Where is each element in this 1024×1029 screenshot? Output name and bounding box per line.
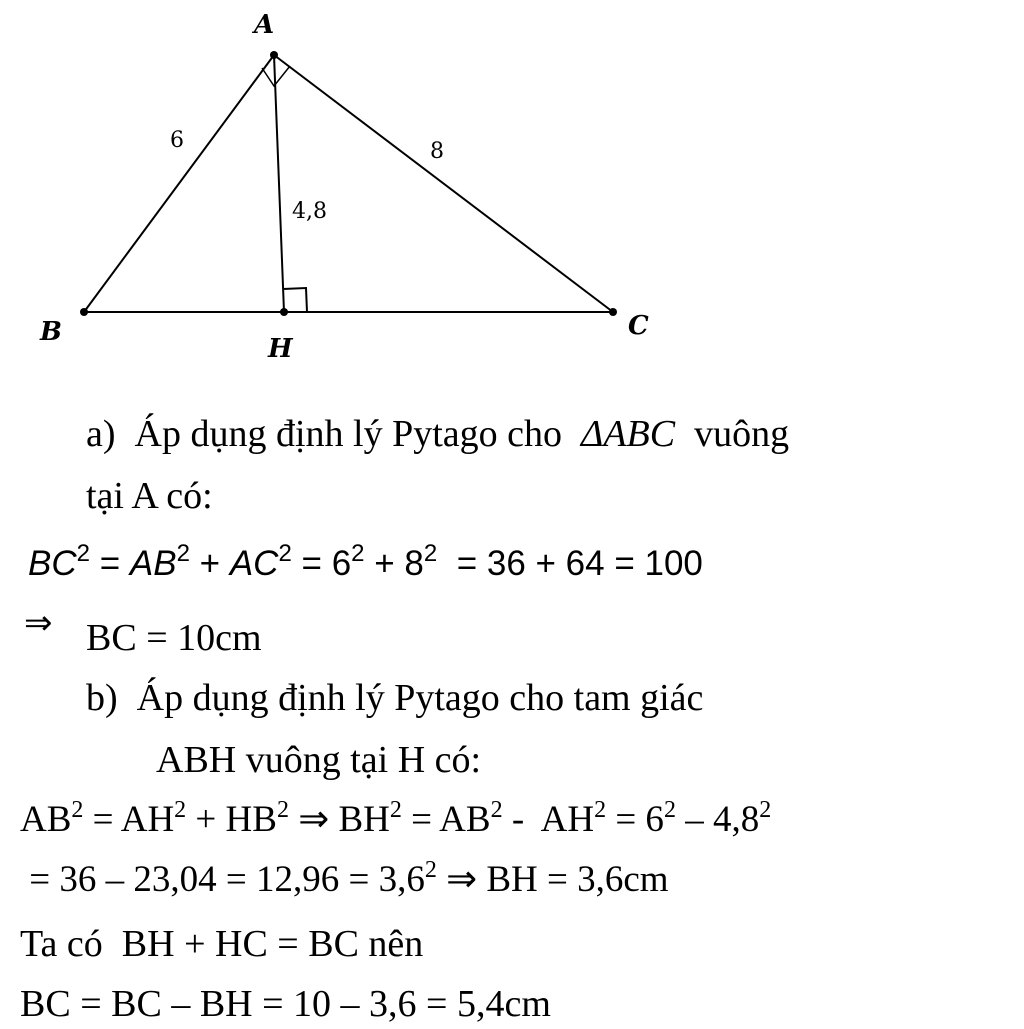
eq-bc-exp: 2 — [76, 540, 90, 567]
label-b: B — [40, 317, 62, 347]
eq-ab-exp: 2 — [176, 540, 190, 567]
eq-rest2: + 8 — [364, 544, 424, 583]
length-ah: 4,8 — [292, 199, 327, 224]
eq-sign: = — [89, 544, 130, 583]
eq-exp8: 2 — [423, 540, 438, 567]
length-ac: 8 — [430, 139, 444, 164]
part-a-label: a) — [86, 413, 116, 455]
part-b-equation2: = $36 - 23,04 = 12,96 = 3,6^2$ ⇒ BH = 3,6cm — [20, 857, 669, 900]
label-c: C — [628, 311, 649, 341]
eq-bc: BC — [28, 544, 77, 583]
triangle-abc: ΔABC — [581, 413, 676, 455]
eq-rest3: = 36 + 64 = 100 — [437, 544, 703, 583]
side-ac — [274, 55, 613, 312]
label-h: H — [268, 334, 293, 364]
right-angle-mark-a — [262, 66, 290, 86]
part-a-line2: tại A có: — [86, 475, 213, 517]
part-b-line2: ABH vuông tại H có: — [156, 739, 482, 781]
part-b-text: Áp dụng định lý Pytago cho tam giác — [136, 677, 704, 719]
triangle-figure — [0, 0, 1024, 380]
length-ab: 6 — [170, 128, 184, 153]
part-a-vuong: vuông — [694, 413, 790, 455]
eq-ac: AC — [229, 544, 279, 583]
side-ab — [84, 55, 274, 312]
part-b-line3: Ta có BH + HC = BC nên — [20, 923, 424, 965]
eq-rest1: = 6 — [291, 544, 352, 583]
point-c — [609, 308, 617, 316]
eq-plus: + — [189, 544, 230, 583]
part-b-line4: BC = BC – BH = 10 – 3,6 = 5,4cm — [20, 983, 551, 1025]
implies-arrow: ⇒ — [24, 605, 53, 642]
part-a-line1 — [86, 412, 789, 456]
label-a: A — [254, 10, 275, 40]
altitude-ah — [274, 55, 284, 312]
right-angle-mark-h — [283, 288, 307, 312]
eq-ab: AB — [129, 544, 177, 583]
eq-ac-exp: 2 — [278, 540, 292, 567]
part-b-label: b) — [86, 677, 118, 719]
part-a-result: BC = 10cm — [86, 617, 262, 659]
eq-exp6: 2 — [351, 540, 365, 567]
point-b — [80, 308, 88, 316]
point-h — [280, 308, 288, 316]
part-a-text: Áp dụng định lý Pytago cho — [134, 413, 563, 455]
part-a-equation — [28, 542, 703, 586]
point-a — [270, 51, 278, 59]
part-b-equation1: $AB^2 = AH^2 + HB^2$ ⇒ $BH^2 = AB^2 - AH^2 = 6^2 - 4,8^2$ — [20, 797, 772, 840]
part-b-line1 — [86, 676, 703, 720]
